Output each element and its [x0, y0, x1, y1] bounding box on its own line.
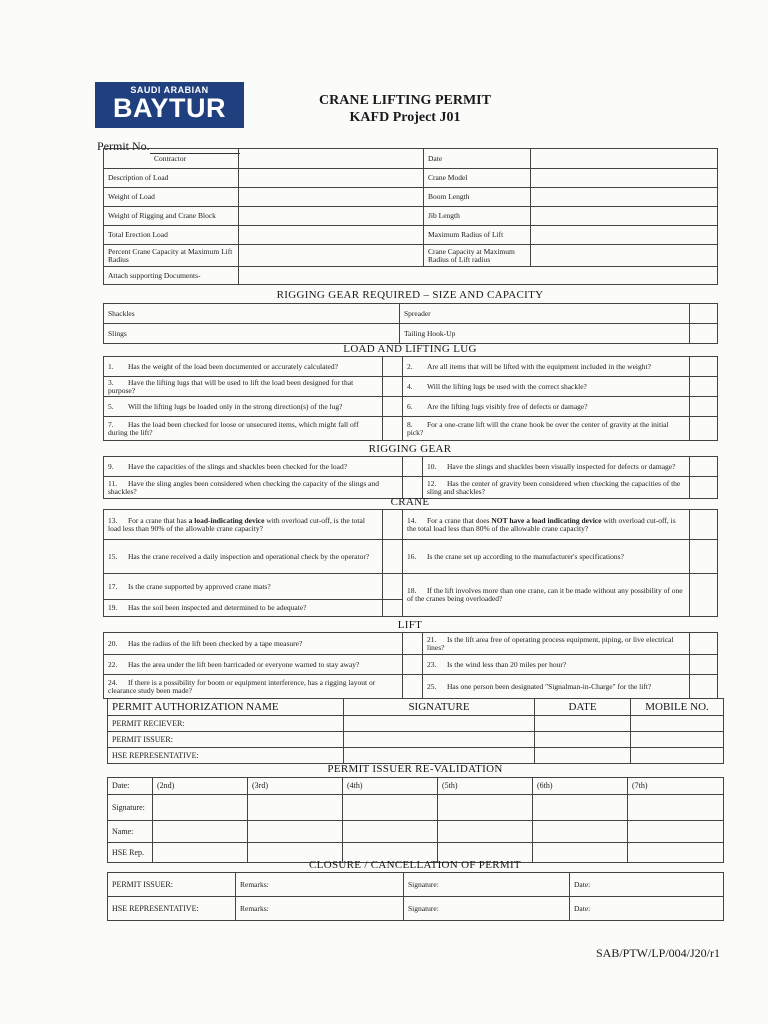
- detail-value[interactable]: [531, 245, 718, 267]
- revalidation-cell[interactable]: [343, 795, 438, 821]
- answer-box[interactable]: [690, 457, 718, 477]
- rigging-gear-table: [103, 456, 718, 499]
- answer-box[interactable]: [403, 655, 423, 675]
- detail-value[interactable]: [239, 245, 424, 267]
- answer-box[interactable]: [403, 457, 423, 477]
- revalidation-cell[interactable]: [343, 821, 438, 843]
- checklist-question: 16. Is the crane set up according to the manufacturer's specifications?: [403, 540, 690, 574]
- detail-value[interactable]: [239, 169, 424, 188]
- checklist-question: 2. Are all items that will be lifted with the equipment included in the weight?: [403, 357, 690, 377]
- revalidation-col: (3rd): [248, 778, 343, 795]
- detail-label: Maximum Radius of Lift: [424, 226, 531, 245]
- authorization-table: [107, 698, 724, 764]
- revalidation-col: (2nd): [153, 778, 248, 795]
- crane-title: CRANE: [390, 496, 430, 508]
- authorization-role: HSE REPRESENTATIVE:: [108, 748, 344, 764]
- rigging-item: Shackles: [104, 304, 400, 324]
- logo-line1: SAUDI ARABIAN: [130, 85, 209, 95]
- answer-box[interactable]: [403, 633, 423, 655]
- supporting-documents-field[interactable]: [239, 267, 718, 285]
- checklist-question: 17. Is the crane supported by approved crane mats?: [104, 574, 383, 600]
- checklist-question: 7. Has the load been checked for loose or unsecured items, which might fall off during the lift?: [104, 417, 383, 441]
- detail-label: Contractor: [104, 149, 239, 169]
- detail-label: Total Erection Load: [104, 226, 239, 245]
- revalidation-title: PERMIT ISSUER RE-VALIDATION: [327, 763, 503, 775]
- revalidation-col: (4th): [343, 778, 438, 795]
- closure-remarks[interactable]: Remarks:: [236, 897, 404, 921]
- closure-role: PERMIT ISSUER:: [108, 873, 236, 897]
- revalidation-cell[interactable]: [153, 821, 248, 843]
- detail-label: Weight of Rigging and Crane Block: [104, 207, 239, 226]
- rigging-item: Spreader: [400, 304, 690, 324]
- lift-table: [103, 632, 718, 699]
- load-lug-table: [103, 356, 718, 441]
- revalidation-row-label: Name:: [108, 821, 153, 843]
- checklist-question: 24. If there is a possibility for boom or equipment interference, has a rigging layout or clearance study been made?: [104, 675, 403, 699]
- revalidation-col: (6th): [533, 778, 628, 795]
- answer-box[interactable]: [403, 675, 423, 699]
- date-header: DATE: [535, 699, 631, 716]
- mobile-field[interactable]: [631, 748, 724, 764]
- answer-box[interactable]: [383, 510, 403, 540]
- answer-box[interactable]: [383, 600, 403, 617]
- revalidation-cell[interactable]: [628, 821, 724, 843]
- detail-value[interactable]: [531, 188, 718, 207]
- revalidation-cell[interactable]: [438, 795, 533, 821]
- baytur-logo: [95, 82, 244, 128]
- answer-box[interactable]: [690, 633, 718, 655]
- checklist-question: 20. Has the radius of the lift been checked by a tape measure?: [104, 633, 403, 655]
- revalidation-cell[interactable]: [438, 821, 533, 843]
- checklist-question: 6. Are the lifting lugs visibly free of defects or damage?: [403, 397, 690, 417]
- checklist-question: 1. Has the weight of the load been documented or accurately calculated?: [104, 357, 383, 377]
- closure-signature[interactable]: Signature:: [404, 897, 570, 921]
- revalidation-cell[interactable]: [533, 795, 628, 821]
- revalidation-row-label: HSE Rep.: [108, 843, 153, 863]
- answer-box[interactable]: [383, 540, 403, 574]
- detail-label: Jib Length: [424, 207, 531, 226]
- detail-label: Weight of Load: [104, 188, 239, 207]
- form-title: CRANE LIFTING PERMIT: [319, 93, 491, 108]
- checklist-question: 14. For a crane that does NOT have a load indicating device with overload cut-off, is the total load less than 80% of the allowable crane capacity?: [403, 510, 690, 540]
- authorization-role: PERMIT RECIEVER:: [108, 716, 344, 732]
- detail-value[interactable]: [239, 188, 424, 207]
- closure-remarks[interactable]: Remarks:: [236, 873, 404, 897]
- checklist-question: 18. If the lift involves more than one crane, can it be made without any possibility of one of the cranes being overloaded?: [403, 574, 690, 617]
- mobile-field[interactable]: [631, 732, 724, 748]
- detail-label: Description of Load: [104, 169, 239, 188]
- signature-header: SIGNATURE: [344, 699, 535, 716]
- checklist-question: 25. Has one person been designated "Signalman-in-Charge" for the lift?: [423, 675, 690, 699]
- revalidation-date-label: Date:: [108, 778, 153, 795]
- revalidation-cell[interactable]: [248, 795, 343, 821]
- answer-box[interactable]: [383, 377, 403, 397]
- checklist-question: 15. Has the crane received a daily inspection and operational check by the operator?: [104, 540, 383, 574]
- checklist-question: 22. Has the area under the lift been barricaded or everyone warned to stay away?: [104, 655, 403, 675]
- revalidation-col: (7th): [628, 778, 724, 795]
- answer-box[interactable]: [690, 417, 718, 441]
- detail-value[interactable]: [531, 169, 718, 188]
- rigging-check[interactable]: [690, 304, 718, 324]
- date-field[interactable]: [535, 716, 631, 732]
- signature-field[interactable]: [344, 732, 535, 748]
- checklist-question: 8. For a one-crane lift will the crane hook be over the center of gravity at the initial pick?: [403, 417, 690, 441]
- checklist-question: 9. Have the capacities of the slings and shackles been checked for the load?: [104, 457, 403, 477]
- revalidation-col: (5th): [438, 778, 533, 795]
- detail-value[interactable]: [531, 207, 718, 226]
- checklist-question: 3. Have the lifting lugs that will be used to lift the load been designed for that purpose?: [104, 377, 383, 397]
- detail-value[interactable]: [531, 149, 718, 169]
- rigging-item: Slings: [104, 324, 400, 344]
- answer-box[interactable]: [690, 574, 718, 617]
- permit-no-label: Permit No.: [97, 139, 150, 153]
- answer-box[interactable]: [690, 377, 718, 397]
- checklist-question: 21. Is the lift area free of operating process equipment, piping, or live electrical lines?: [423, 633, 690, 655]
- answer-box[interactable]: [383, 417, 403, 441]
- revalidation-cell[interactable]: [248, 821, 343, 843]
- authorization-role: PERMIT ISSUER:: [108, 732, 344, 748]
- closure-signature[interactable]: Signature:: [404, 873, 570, 897]
- rigging-gear-title: RIGGING GEAR: [368, 443, 452, 455]
- checklist-question: 5. Will the lifting lugs be loaded only in the strong direction(s) of the lug?: [104, 397, 383, 417]
- mobile-header: MOBILE NO.: [631, 699, 724, 716]
- detail-label: Attach supporting Documents-: [104, 267, 239, 285]
- detail-value[interactable]: [239, 226, 424, 245]
- revalidation-cell[interactable]: [628, 795, 724, 821]
- closure-date[interactable]: Date:: [570, 897, 724, 921]
- closure-title: CLOSURE / CANCELLATION OF PERMIT: [309, 859, 521, 871]
- detail-label: Crane Model: [424, 169, 531, 188]
- load-lug-title: LOAD AND LIFTING LUG: [343, 343, 477, 355]
- authorization-name-header: PERMIT AUTHORIZATION NAME: [108, 699, 344, 716]
- answer-box[interactable]: [690, 655, 718, 675]
- closure-role: HSE REPRESENTATIVE:: [108, 897, 236, 921]
- answer-box[interactable]: [690, 397, 718, 417]
- rigging-item: Tailing Hook-Up: [400, 324, 690, 344]
- date-field[interactable]: [535, 748, 631, 764]
- checklist-question: 4. Will the lifting lugs be used with the correct shackle?: [403, 377, 690, 397]
- revalidation-table: [107, 777, 724, 863]
- revalidation-cell[interactable]: [153, 795, 248, 821]
- lift-title: LIFT: [397, 619, 423, 631]
- detail-label: Boom Length: [424, 188, 531, 207]
- detail-label: Date: [424, 149, 531, 169]
- answer-box[interactable]: [383, 357, 403, 377]
- document-code: SAB/PTW/LP/004/J20/r1: [595, 946, 720, 960]
- checklist-question: 10. Have the slings and shackles been visually inspected for defects or damage?: [423, 457, 690, 477]
- answer-box[interactable]: [690, 675, 718, 699]
- closure-table: [107, 872, 724, 921]
- answer-box[interactable]: [383, 574, 403, 600]
- logo-line2: BAYTUR: [112, 93, 227, 123]
- checklist-question: 13. For a crane that has a load-indicating device with overload cut-off, is the total load less than 90% of the allowable crane capacity?: [104, 510, 383, 540]
- detail-label: Percent Crane Capacity at Maximum Lift Radius: [104, 245, 239, 267]
- rigging-required-table: [103, 303, 718, 344]
- mobile-field[interactable]: [631, 716, 724, 732]
- crane-table: [103, 509, 718, 617]
- detail-value[interactable]: [239, 207, 424, 226]
- checklist-question: 19. Has the soil been inspected and determined to be adequate?: [104, 600, 383, 617]
- permit-details-table: [103, 148, 718, 285]
- checklist-question: 11. Have the sling angles been considered when checking the capacity of the slings and shackles?: [104, 477, 403, 499]
- detail-label: Crane Capacity at Maximum Radius of Lift radius: [424, 245, 531, 267]
- closure-date[interactable]: Date:: [570, 873, 724, 897]
- answer-box[interactable]: [383, 397, 403, 417]
- checklist-question: 23. Is the wind less than 20 miles per hour?: [423, 655, 690, 675]
- checklist-question: 12. Has the center of gravity been considered when checking the capacities of the sling and shackles?: [423, 477, 690, 499]
- rigging-required-title: RIGGING GEAR REQUIRED – SIZE AND CAPACITY: [276, 289, 544, 301]
- rigging-check[interactable]: [690, 324, 718, 344]
- signature-field[interactable]: [344, 716, 535, 732]
- detail-value[interactable]: [531, 226, 718, 245]
- signature-field[interactable]: [344, 748, 535, 764]
- project-title: KAFD Project J01: [349, 110, 461, 125]
- date-field[interactable]: [535, 732, 631, 748]
- answer-box[interactable]: [690, 357, 718, 377]
- answer-box[interactable]: [690, 540, 718, 574]
- detail-value[interactable]: [239, 149, 424, 169]
- revalidation-cell[interactable]: [533, 821, 628, 843]
- revalidation-row-label: Signature:: [108, 795, 153, 821]
- answer-box[interactable]: [690, 510, 718, 540]
